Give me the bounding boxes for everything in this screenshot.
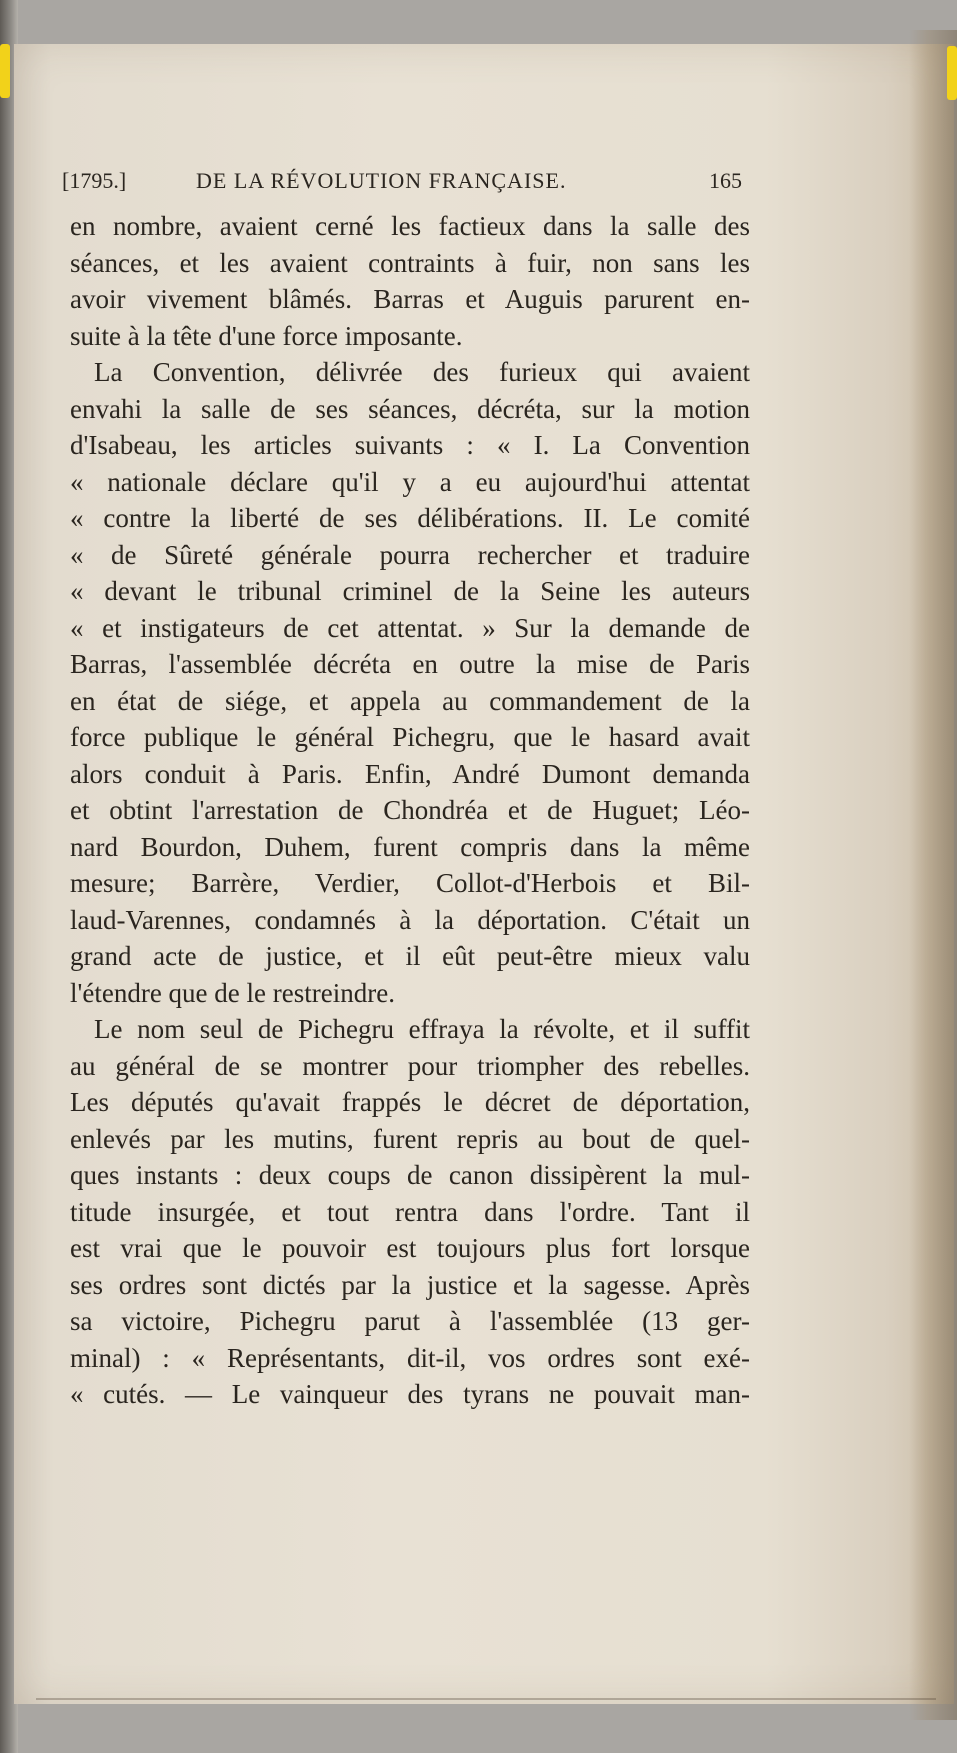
text-line: laud-Varennes, condamnés à la déportation. C'était un [70, 904, 750, 935]
text-line: nard Bourdon, Duhem, furent compris dans la même [70, 831, 750, 862]
text-line: alors conduit à Paris. Enfin, André Dumont demanda [70, 758, 750, 789]
tab-marker-right [947, 46, 957, 100]
text-line: « de Sûreté générale pourra rechercher et traduire [70, 539, 750, 570]
text-line: Les députés qu'avait frappés le décret de déportation, [70, 1087, 750, 1117]
text-line: Le nom seul de Pichegru effraya la révolte, et il suffit [94, 1014, 750, 1044]
text-line: titude insurgée, et tout rentra dans l'ordre. Tant il [70, 1196, 750, 1227]
body-text [70, 208, 750, 1413]
running-header [62, 168, 742, 198]
text-line: d'Isabeau, les articles suivants : « I. La Convention [70, 430, 750, 460]
text-line: suite à la tête d'une force imposante. [70, 320, 463, 351]
header-title: DE LA RÉVOLUTION FRANÇAISE. [196, 168, 567, 193]
text-line: ses ordres sont dictés par la justice et la sagesse. Après [70, 1269, 750, 1300]
text-line: « contre la liberté de ses délibérations. II. Le comité [70, 503, 750, 533]
text-line: en état de siége, et appela au commandement de la [70, 685, 750, 716]
text-line: force publique le général Pichegru, que le hasard avait [70, 722, 750, 752]
tab-marker-left [0, 44, 10, 98]
text-line: minal) : « Représentants, dit-il, vos ordres sont exé- [70, 1342, 750, 1373]
text-line: et obtint l'arrestation de Chondréa et de Huguet; Léo- [70, 795, 750, 825]
header-year: [1795.] [62, 168, 127, 193]
text-line: La Convention, délivrée des furieux qui avaient [94, 357, 750, 387]
text-line: envahi la salle de ses séances, décréta, sur la motion [70, 393, 750, 424]
page-edge-shadow [909, 30, 957, 1720]
text-line: ques instants : deux coups de canon dissipèrent la mul- [70, 1160, 750, 1190]
page-number: 165 [709, 168, 742, 193]
text-line: Barras, l'assemblée décréta en outre la mise de Paris [70, 649, 750, 679]
text-line: l'étendre que de le restreindre. [70, 977, 395, 1008]
text-line: « nationale déclare qu'il y a eu aujourd'hui attentat [70, 466, 750, 497]
text-line: sa victoire, Pichegru parut à l'assemblée (13 ger- [70, 1306, 750, 1336]
text-line: « devant le tribunal criminel de la Seine les auteurs [70, 576, 750, 606]
text-line: grand acte de justice, et il eût peut-être mieux valu [70, 941, 750, 971]
text-line: « et instigateurs de cet attentat. » Sur la demande de [70, 612, 750, 643]
text-line: avoir vivement blâmés. Barras et Auguis parurent en- [70, 284, 750, 314]
text-line: au général de se montrer pour triompher des rebelles. [70, 1050, 750, 1081]
text-line: enlevés par les mutins, furent repris au bout de quel- [70, 1123, 750, 1154]
text-line: « cutés. — Le vainqueur des tyrans ne pouvait man- [70, 1379, 750, 1409]
text-line: en nombre, avaient cerné les factieux dans la salle des [70, 211, 750, 241]
text-line: séances, et les avaient contraints à fuir, non sans les [70, 247, 750, 278]
text-line: mesure; Barrère, Verdier, Collot-d'Herbois et Bil- [70, 868, 750, 898]
text-line: est vrai que le pouvoir est toujours plus fort lorsque [70, 1233, 750, 1263]
page-bottom-edge [36, 1698, 936, 1700]
